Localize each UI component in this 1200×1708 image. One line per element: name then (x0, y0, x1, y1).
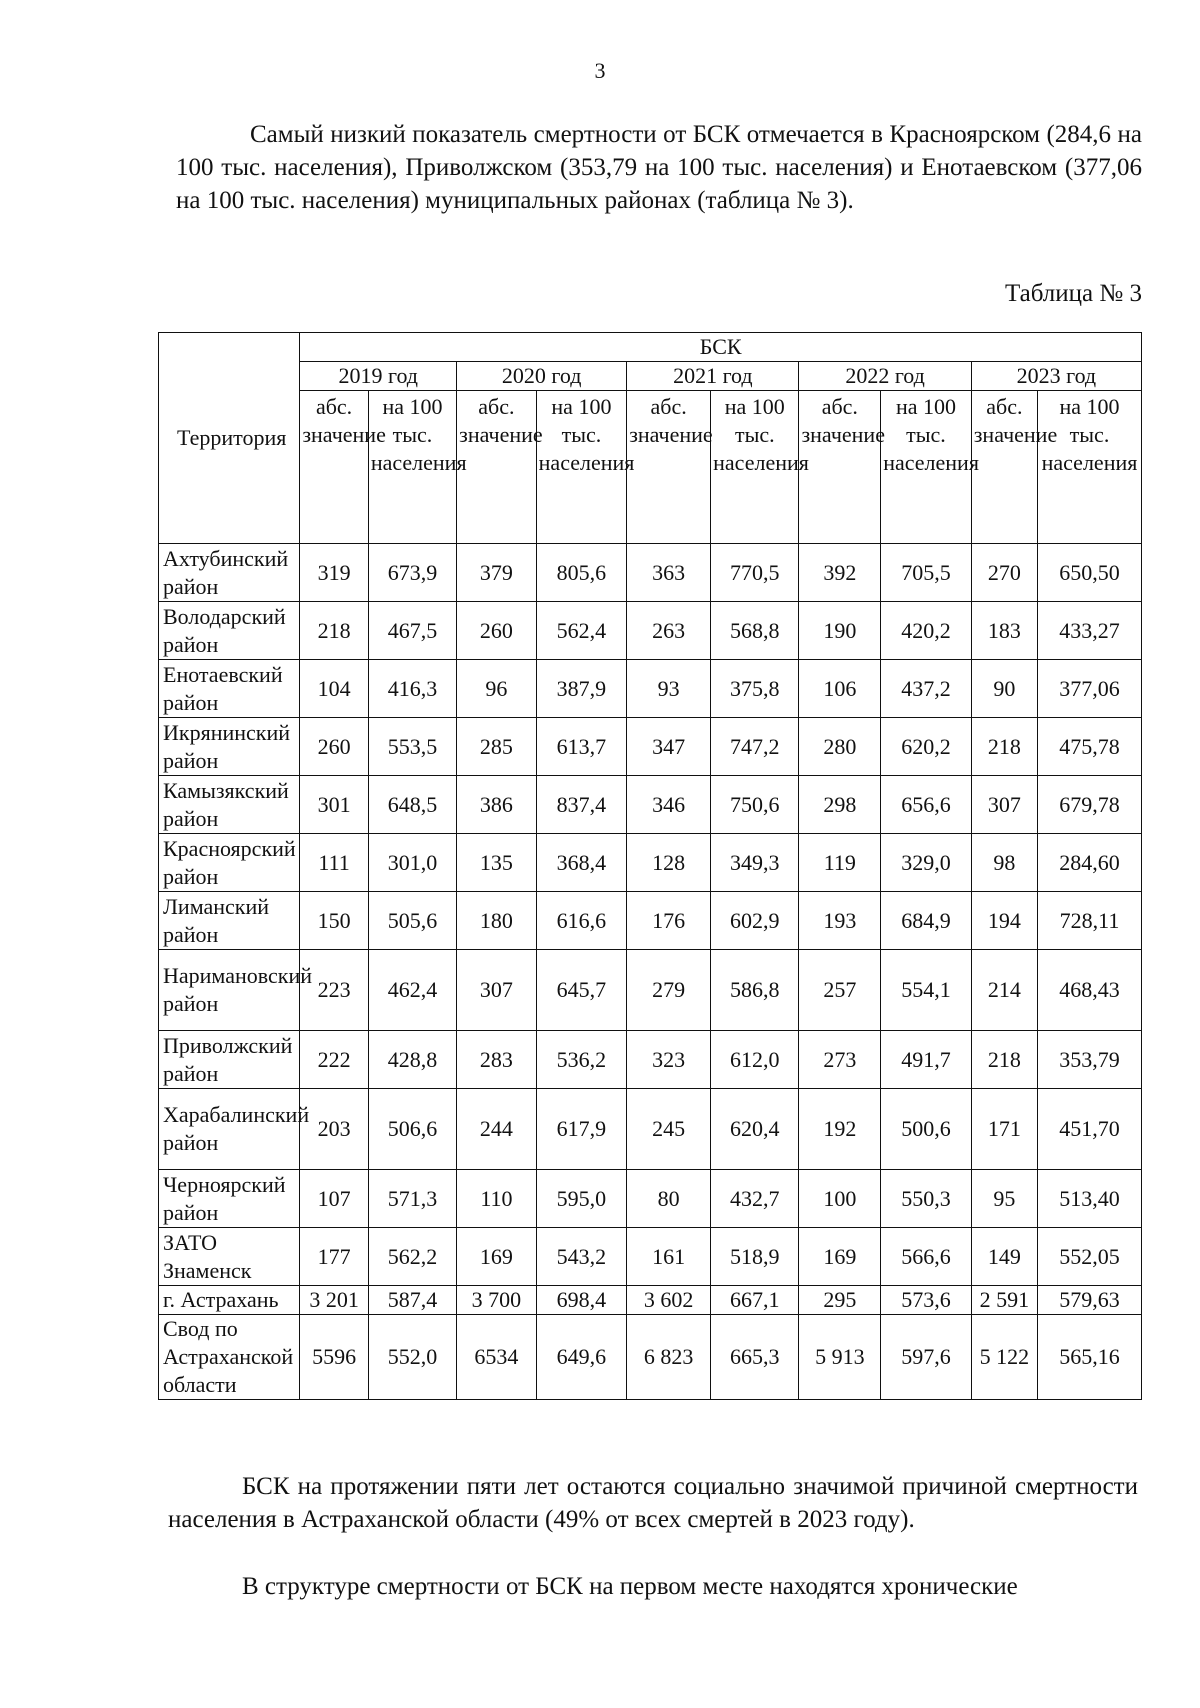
abs-value: 298 (799, 776, 881, 834)
territory-name: Наримановский район (159, 950, 300, 1031)
abs-value: 128 (627, 834, 711, 892)
abs-value: 260 (457, 602, 537, 660)
table-row (159, 1315, 1142, 1400)
abs-value: 3 700 (457, 1286, 537, 1315)
rate-value: 747,2 (711, 718, 799, 776)
year-header: 2022 год (799, 362, 971, 391)
intro-paragraph: Самый низкий показатель смертности от БСК отмечается в Красноярском (284,6 на 100 тыс. населения), Приволжском (353,79 на 100 тыс. населения) и Енотаевском (377,06 на 100 тыс. населения) муниципальных районах (таблица № 3). (176, 121, 1142, 214)
abs-value: 161 (627, 1228, 711, 1286)
rate-value: 679,78 (1037, 776, 1141, 834)
table-row (159, 1031, 1142, 1089)
abs-value: 222 (300, 1031, 368, 1089)
rate-value: 468,43 (1037, 950, 1141, 1031)
abs-value: 111 (300, 834, 368, 892)
year-header: 2019 год (300, 362, 457, 391)
territory-name: ЗАТО Знаменск (159, 1228, 300, 1286)
abs-value: 280 (799, 718, 881, 776)
page-number: 3 (594, 58, 606, 83)
table-row (159, 950, 1142, 1031)
rate-value: 595,0 (536, 1170, 627, 1228)
abs-value: 285 (457, 718, 537, 776)
rate-value: 728,11 (1037, 892, 1141, 950)
rate-value: 617,9 (536, 1089, 627, 1170)
abs-value: 257 (799, 950, 881, 1031)
abs-value: 194 (971, 892, 1037, 950)
abs-value: 273 (799, 1031, 881, 1089)
abs-value: 119 (799, 834, 881, 892)
abs-value: 169 (799, 1228, 881, 1286)
table-row (159, 892, 1142, 950)
rate-value: 513,40 (1037, 1170, 1141, 1228)
rate-value: 665,3 (711, 1315, 799, 1400)
abs-value: 169 (457, 1228, 537, 1286)
territory-header: Территория (159, 333, 300, 544)
rate-value: 586,8 (711, 950, 799, 1031)
rate-value: 684,9 (881, 892, 972, 950)
header-row-sub (159, 391, 1142, 544)
rate-value: 375,8 (711, 660, 799, 718)
abs-value: 180 (457, 892, 537, 950)
abs-value: 149 (971, 1228, 1037, 1286)
rate-value: 368,4 (536, 834, 627, 892)
rate-value: 552,05 (1037, 1228, 1141, 1286)
abs-value: 218 (300, 602, 368, 660)
abs-value: 192 (799, 1089, 881, 1170)
abs-value: 104 (300, 660, 368, 718)
abs-value: 263 (627, 602, 711, 660)
abs-value: 379 (457, 544, 537, 602)
abs-value: 214 (971, 950, 1037, 1031)
abs-value: 5 913 (799, 1315, 881, 1400)
abs-header: абс. значение (799, 391, 881, 544)
rate-value: 562,2 (368, 1228, 456, 1286)
territory-name: Лиманский район (159, 892, 300, 950)
abs-value: 2 591 (971, 1286, 1037, 1315)
table-row (159, 718, 1142, 776)
rate-value: 587,4 (368, 1286, 456, 1315)
rate-value: 437,2 (881, 660, 972, 718)
rate-value: 673,9 (368, 544, 456, 602)
rate-value: 500,6 (881, 1089, 972, 1170)
rate-value: 554,1 (881, 950, 972, 1031)
rate-value: 612,0 (711, 1031, 799, 1089)
abs-value: 218 (971, 718, 1037, 776)
rate-value: 543,2 (536, 1228, 627, 1286)
rate-value: 552,0 (368, 1315, 456, 1400)
rate-value: 475,78 (1037, 718, 1141, 776)
abs-value: 346 (627, 776, 711, 834)
abs-value: 98 (971, 834, 1037, 892)
rate-value: 566,6 (881, 1228, 972, 1286)
abs-value: 3 602 (627, 1286, 711, 1315)
rate-value: 602,9 (711, 892, 799, 950)
rate-value: 301,0 (368, 834, 456, 892)
territory-name: Икрянинский район (159, 718, 300, 776)
abs-value: 135 (457, 834, 537, 892)
rate-value: 750,6 (711, 776, 799, 834)
year-header: 2020 год (457, 362, 627, 391)
territory-name: Енотаевский район (159, 660, 300, 718)
abs-value: 218 (971, 1031, 1037, 1089)
rate-value: 518,9 (711, 1228, 799, 1286)
territory-name: г. Астрахань (159, 1286, 300, 1315)
rate-value: 645,7 (536, 950, 627, 1031)
table-row (159, 544, 1142, 602)
rate-value: 562,4 (536, 602, 627, 660)
abs-value: 307 (971, 776, 1037, 834)
paragraph-2: БСК на протяжении пяти лет остаются социально значимой причиной смертности населения в Астраханской области (49% от всех смертей в 2023 году). (168, 1473, 1138, 1533)
abs-value: 106 (799, 660, 881, 718)
abs-value: 183 (971, 602, 1037, 660)
abs-value: 96 (457, 660, 537, 718)
abs-header: абс. значение (300, 391, 368, 544)
abs-value: 5 122 (971, 1315, 1037, 1400)
rate-value: 536,2 (536, 1031, 627, 1089)
mortality-table (158, 332, 1142, 1400)
table-body (159, 544, 1142, 1400)
rate-value: 705,5 (881, 544, 972, 602)
abs-value: 150 (300, 892, 368, 950)
rate-header: на 100 тыс. населения (711, 391, 799, 544)
abs-value: 244 (457, 1089, 537, 1170)
abs-value: 100 (799, 1170, 881, 1228)
abs-value: 193 (799, 892, 881, 950)
abs-header: абс. значение (457, 391, 537, 544)
rate-value: 805,6 (536, 544, 627, 602)
rate-value: 649,6 (536, 1315, 627, 1400)
abs-value: 107 (300, 1170, 368, 1228)
rate-value: 571,3 (368, 1170, 456, 1228)
rate-header: на 100 тыс. населения (1037, 391, 1141, 544)
table-row (159, 1286, 1142, 1315)
rate-value: 579,63 (1037, 1286, 1141, 1315)
rate-value: 698,4 (536, 1286, 627, 1315)
abs-value: 392 (799, 544, 881, 602)
abs-value: 245 (627, 1089, 711, 1170)
header-row-years (159, 362, 1142, 391)
rate-value: 377,06 (1037, 660, 1141, 718)
abs-value: 301 (300, 776, 368, 834)
rate-value: 428,8 (368, 1031, 456, 1089)
table-row (159, 1089, 1142, 1170)
group-header: БСК (300, 333, 1142, 362)
rate-value: 565,16 (1037, 1315, 1141, 1400)
rate-value: 648,5 (368, 776, 456, 834)
territory-name: Приволжский район (159, 1031, 300, 1089)
abs-value: 3 201 (300, 1286, 368, 1315)
abs-value: 6 823 (627, 1315, 711, 1400)
territory-name: Харабалинский район (159, 1089, 300, 1170)
abs-value: 190 (799, 602, 881, 660)
abs-value: 177 (300, 1228, 368, 1286)
abs-value: 386 (457, 776, 537, 834)
abs-value: 176 (627, 892, 711, 950)
rate-value: 613,7 (536, 718, 627, 776)
abs-value: 319 (300, 544, 368, 602)
rate-value: 420,2 (881, 602, 972, 660)
rate-value: 550,3 (881, 1170, 972, 1228)
rate-value: 770,5 (711, 544, 799, 602)
rate-value: 573,6 (881, 1286, 972, 1315)
rate-value: 650,50 (1037, 544, 1141, 602)
table-row (159, 834, 1142, 892)
abs-value: 283 (457, 1031, 537, 1089)
rate-value: 656,6 (881, 776, 972, 834)
table-row (159, 1170, 1142, 1228)
rate-value: 284,60 (1037, 834, 1141, 892)
year-header: 2021 год (627, 362, 799, 391)
territory-name: Свод по Астраханской области (159, 1315, 300, 1400)
rate-value: 506,6 (368, 1089, 456, 1170)
rate-value: 467,5 (368, 602, 456, 660)
abs-value: 270 (971, 544, 1037, 602)
rate-value: 432,7 (711, 1170, 799, 1228)
rate-value: 353,79 (1037, 1031, 1141, 1089)
rate-value: 616,6 (536, 892, 627, 950)
year-header: 2023 год (971, 362, 1141, 391)
abs-value: 80 (627, 1170, 711, 1228)
table-caption: Таблица № 3 (1004, 280, 1142, 307)
rate-value: 416,3 (368, 660, 456, 718)
abs-value: 203 (300, 1089, 368, 1170)
abs-value: 6534 (457, 1315, 537, 1400)
abs-value: 5596 (300, 1315, 368, 1400)
rate-value: 329,0 (881, 834, 972, 892)
rate-header: на 100 тыс. населения (536, 391, 627, 544)
rate-value: 620,4 (711, 1089, 799, 1170)
header-row-group (159, 333, 1142, 362)
abs-header: абс. значение (971, 391, 1037, 544)
territory-name: Красноярский район (159, 834, 300, 892)
rate-value: 491,7 (881, 1031, 972, 1089)
rate-value: 505,6 (368, 892, 456, 950)
rate-header: на 100 тыс. населения (881, 391, 972, 544)
abs-header: абс. значение (627, 391, 711, 544)
rate-value: 568,8 (711, 602, 799, 660)
abs-value: 279 (627, 950, 711, 1031)
abs-value: 295 (799, 1286, 881, 1315)
abs-value: 363 (627, 544, 711, 602)
rate-value: 387,9 (536, 660, 627, 718)
abs-value: 347 (627, 718, 711, 776)
rate-value: 620,2 (881, 718, 972, 776)
abs-value: 93 (627, 660, 711, 718)
territory-name: Камызякский район (159, 776, 300, 834)
paragraph-3: В структуре смертности от БСК на первом месте находятся хронические (242, 1573, 1018, 1600)
abs-value: 223 (300, 950, 368, 1031)
rate-value: 433,27 (1037, 602, 1141, 660)
territory-name: Ахтубинский район (159, 544, 300, 602)
abs-value: 90 (971, 660, 1037, 718)
abs-value: 95 (971, 1170, 1037, 1228)
table-row (159, 660, 1142, 718)
abs-value: 110 (457, 1170, 537, 1228)
rate-value: 349,3 (711, 834, 799, 892)
rate-value: 667,1 (711, 1286, 799, 1315)
rate-value: 597,6 (881, 1315, 972, 1400)
abs-value: 171 (971, 1089, 1037, 1170)
abs-value: 260 (300, 718, 368, 776)
table-row (159, 776, 1142, 834)
rate-header: на 100 тыс. населения (368, 391, 456, 544)
abs-value: 307 (457, 950, 537, 1031)
table-row (159, 602, 1142, 660)
rate-value: 553,5 (368, 718, 456, 776)
rate-value: 462,4 (368, 950, 456, 1031)
territory-name: Володарский район (159, 602, 300, 660)
table-row (159, 1228, 1142, 1286)
rate-value: 837,4 (536, 776, 627, 834)
rate-value: 451,70 (1037, 1089, 1141, 1170)
territory-name: Черноярский район (159, 1170, 300, 1228)
abs-value: 323 (627, 1031, 711, 1089)
